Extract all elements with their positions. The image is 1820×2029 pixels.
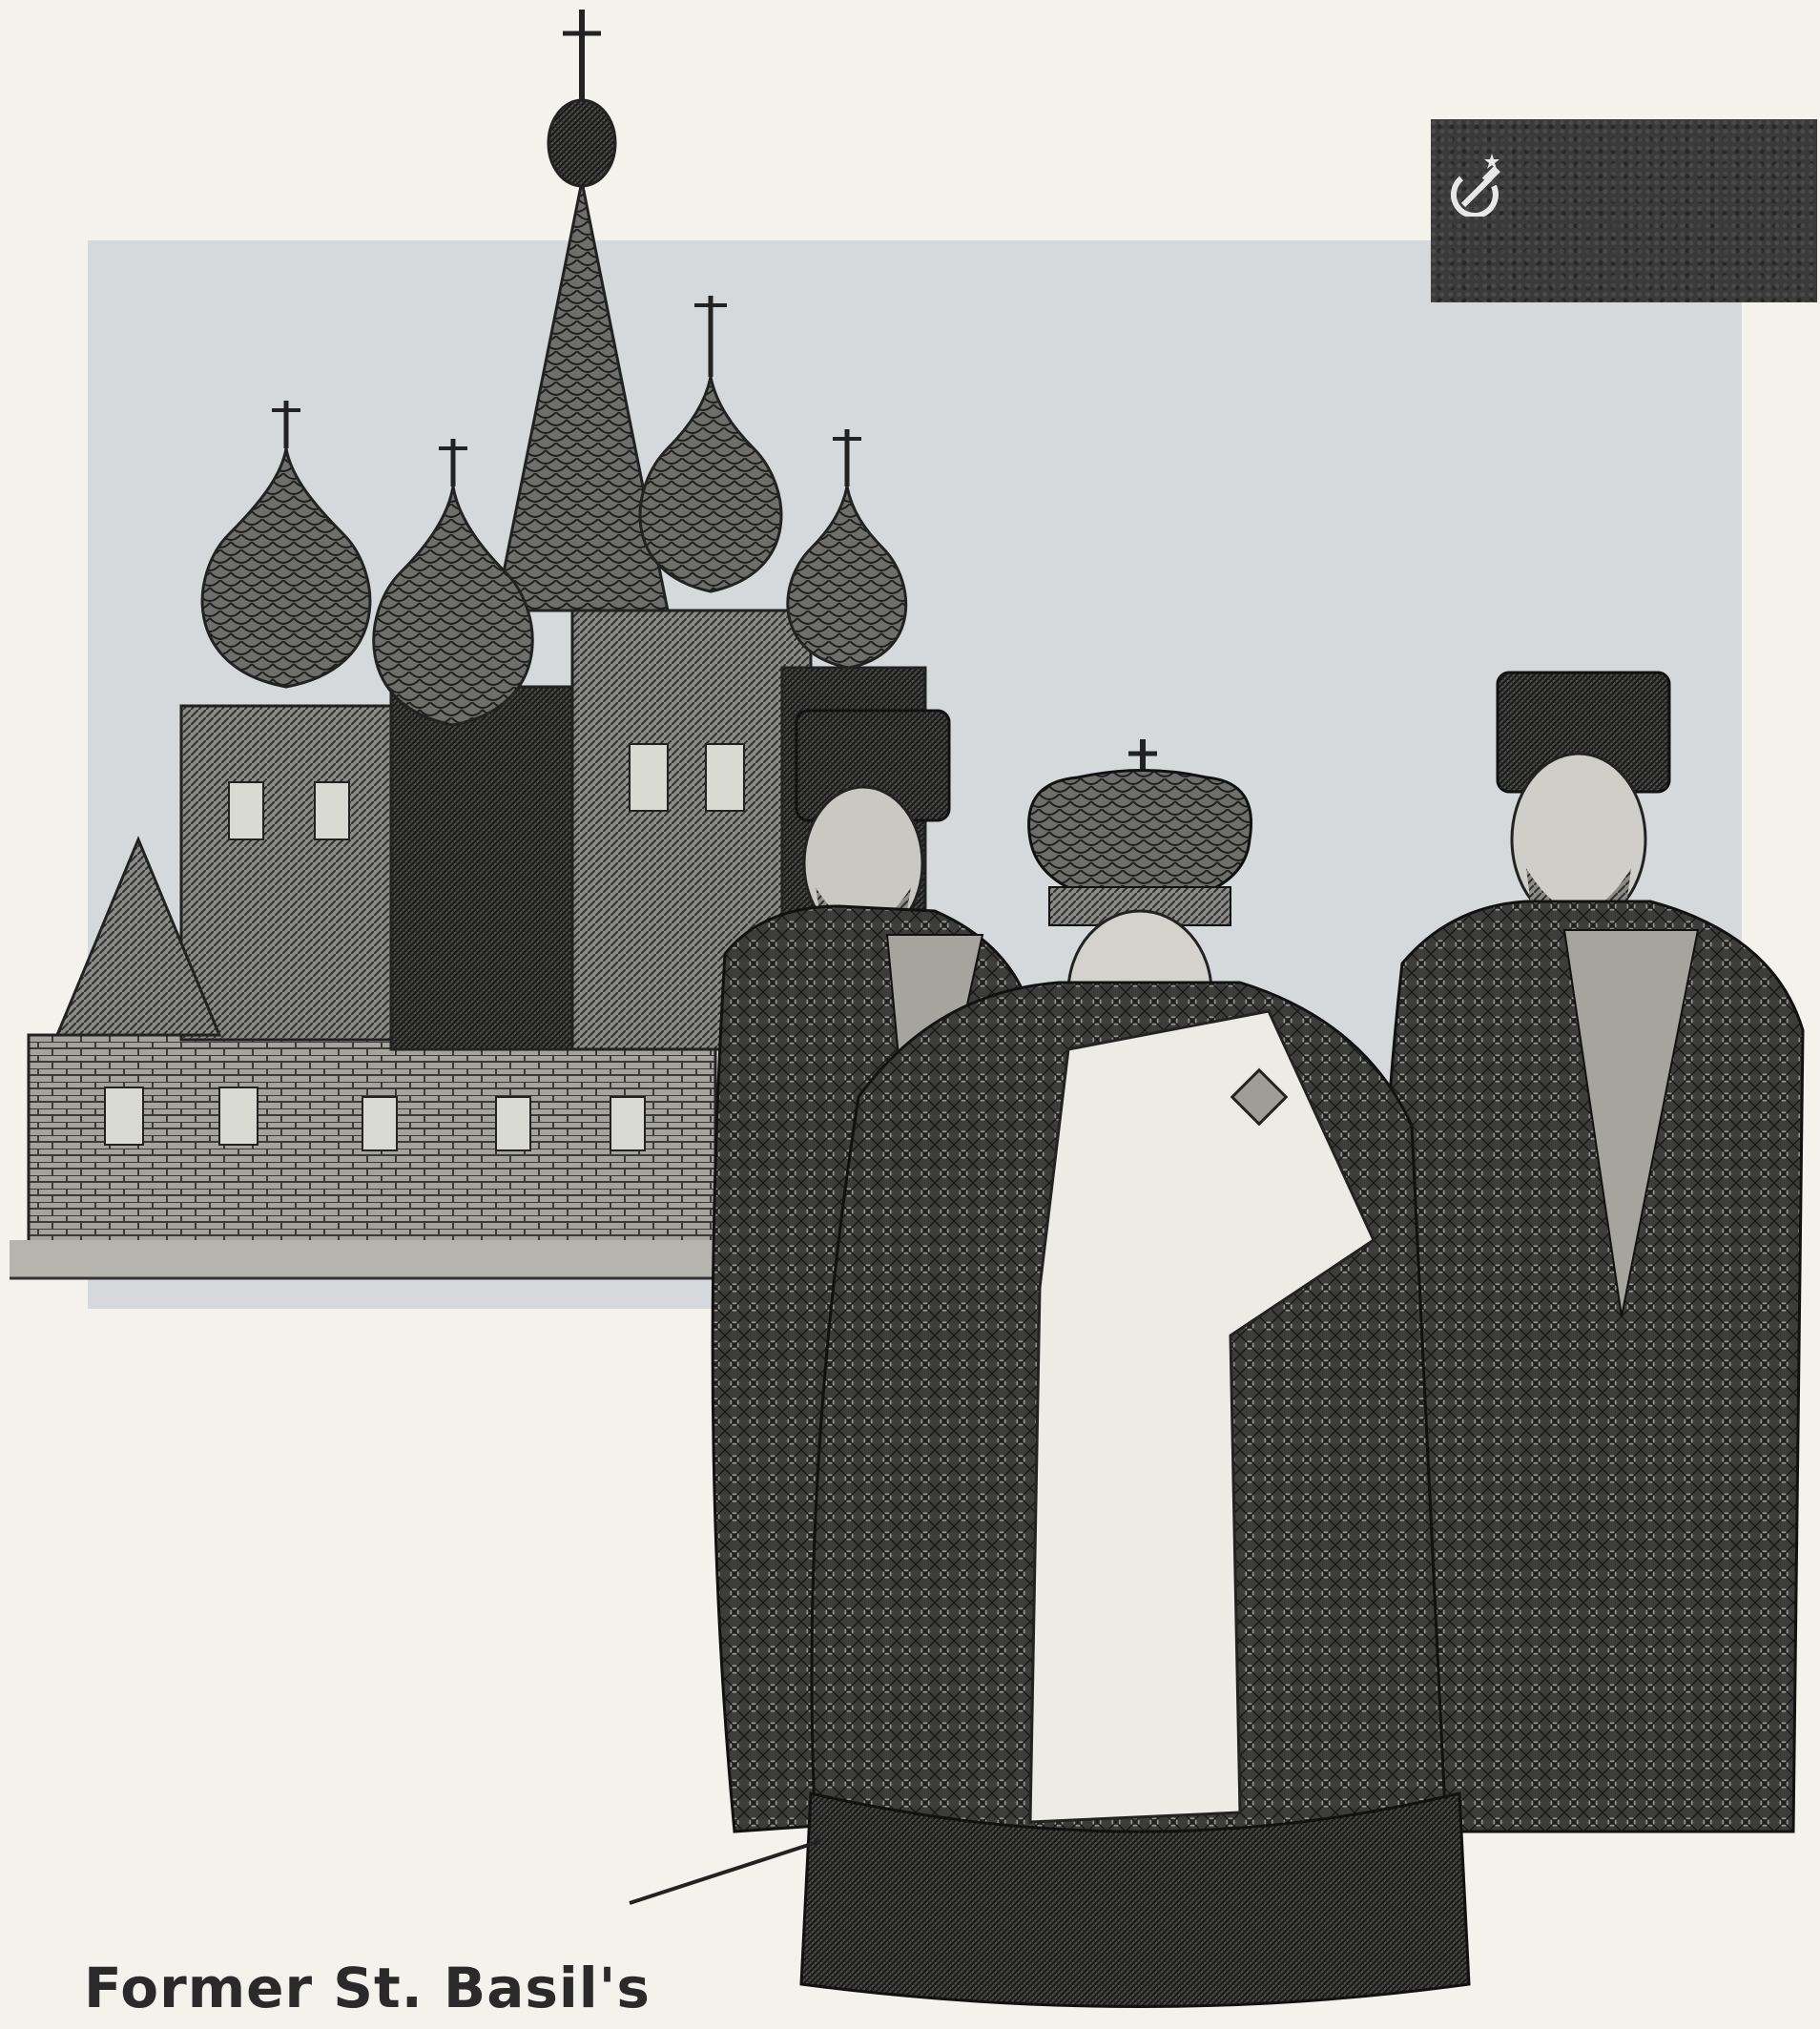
caption: Former St. Basil's bbox=[84, 1956, 651, 2020]
priest-right bbox=[1380, 673, 1803, 1832]
